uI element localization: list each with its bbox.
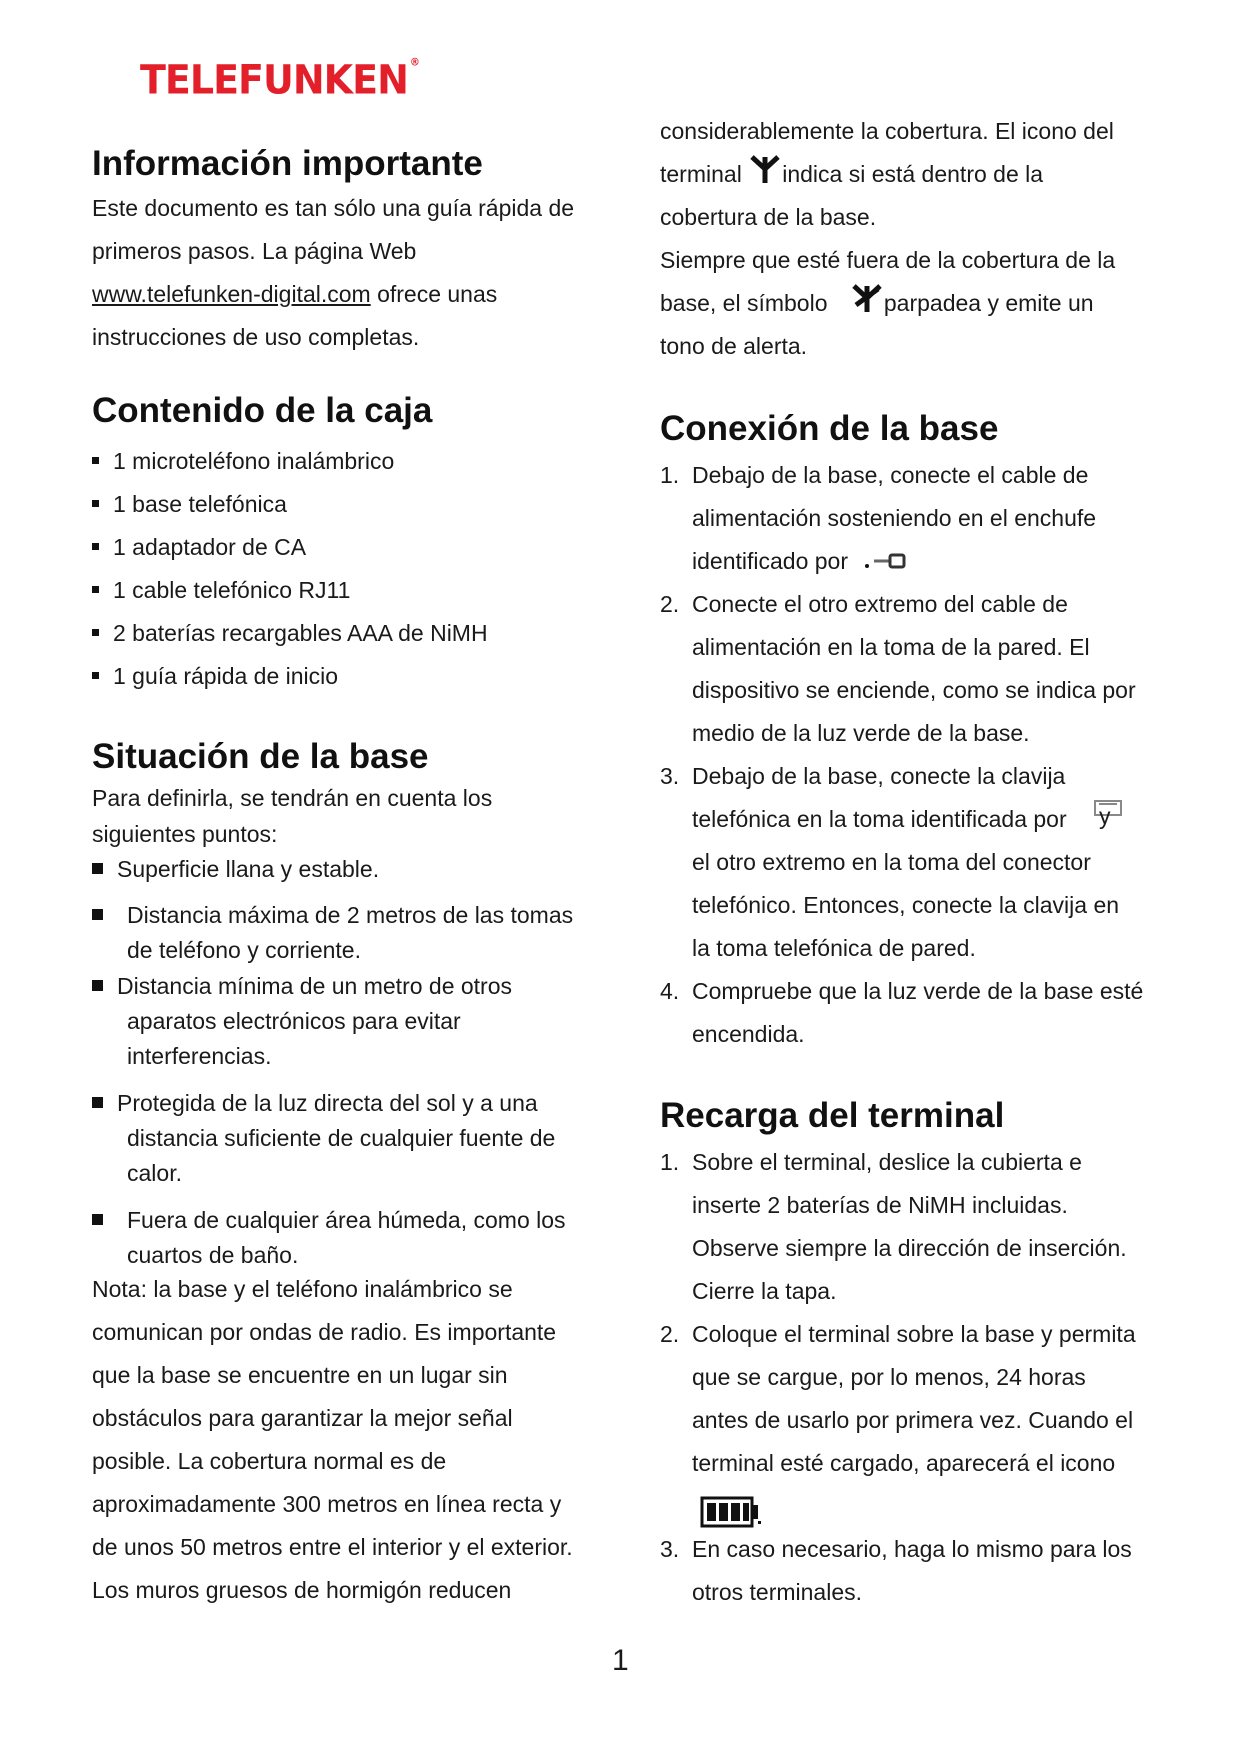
step-item: 4. Compruebe que la luz verde de la base esté	[660, 978, 1144, 1004]
step-line: telefónica en la toma identificada por y	[692, 798, 1125, 843]
info-line-2: primeros pasos. La página Web	[92, 238, 417, 264]
list-item-cont: interferencias.	[127, 1043, 272, 1069]
phone-jack-icon	[1091, 799, 1125, 843]
brand-logo: TELEFUNKEN ®	[140, 56, 419, 104]
step-line: Cierre la tapa.	[692, 1278, 837, 1304]
step-line: dispositivo se enciende, como se indica por	[692, 677, 1136, 703]
note-line: que la base se encuentre en un lugar sin	[92, 1362, 508, 1388]
note-line: de unos 50 metros entre el interior y el exterior.	[92, 1534, 573, 1560]
step-line: medio de la luz verde de la base.	[692, 720, 1030, 746]
contents-title: Contenido de la caja	[92, 391, 433, 430]
step-item: 2. Conecte el otro extremo del cable de	[660, 591, 1068, 617]
list-item: 2 baterías recargables AAA de NiMH	[92, 612, 488, 655]
list-item-cont: cuartos de baño.	[127, 1242, 299, 1268]
list-item: 1 cable telefónico RJ11	[92, 569, 350, 612]
step-line: antes de usarlo por primera vez. Cuando el	[692, 1407, 1134, 1433]
info-title: Información importante	[92, 144, 483, 183]
step-line: telefónico. Entonces, conecte la clavija en	[692, 892, 1120, 918]
step-line: alimentación en la toma de la pared. El	[692, 634, 1090, 660]
step-line: inserte 2 baterías de NiMH incluidas.	[692, 1192, 1068, 1218]
step-line: encendida.	[692, 1021, 805, 1047]
charging-title: Recarga del terminal	[660, 1096, 1005, 1135]
list-item: Fuera de cualquier área húmeda, como los	[92, 1202, 566, 1238]
step-line: terminal esté cargado, aparecerá el icono	[692, 1450, 1116, 1476]
power-plug-icon	[864, 541, 908, 584]
step-line: el otro extremo en la toma del conector	[692, 849, 1091, 875]
note-line: comunican por ondas de radio. Es importante	[92, 1319, 557, 1345]
step-item: 1. Sobre el terminal, deslice la cubierta e	[660, 1149, 1082, 1175]
note-line: Nota: la base y el teléfono inalámbrico se	[92, 1276, 513, 1302]
note-line: obstáculos para garantizar la mejor señal	[92, 1405, 513, 1431]
list-item: 1 base telefónica	[92, 483, 287, 526]
step-line: que se cargue, por lo menos, 24 horas	[692, 1364, 1086, 1390]
page-number: 1	[612, 1644, 629, 1677]
step-line: otros terminales.	[692, 1579, 863, 1605]
note-line: aproximadamente 300 metros en línea recta y	[92, 1491, 562, 1517]
info-line-1: Este documento es tan sólo una guía rápida de	[92, 195, 575, 221]
note-line: Los muros gruesos de hormigón reducen	[92, 1577, 512, 1603]
website-link[interactable]: www.telefunken-digital.com	[92, 281, 371, 307]
list-item-cont: aparatos electrónicos para evitar	[127, 1008, 461, 1034]
phone-jack-y: y	[1099, 802, 1111, 829]
location-intro-1: Para definirla, se tendrán en cuenta los	[92, 785, 493, 811]
step-item: 2. Coloque el terminal sobre la base y permita	[660, 1321, 1136, 1347]
list-item-cont: calor.	[127, 1160, 182, 1186]
list-item: 1 guía rápida de inicio	[92, 655, 338, 698]
info-line-4: instrucciones de uso completas.	[92, 324, 420, 350]
coverage-line-4: Siempre que esté fuera de la cobertura de la	[660, 247, 1116, 273]
coverage-line-5: base, el símbolo parpadea y emite un	[660, 282, 1094, 327]
info-line-3	[92, 273, 497, 316]
note-line: posible. La cobertura normal es de	[92, 1448, 447, 1474]
step-line: Observe siempre la dirección de inserción.	[692, 1235, 1127, 1261]
antenna-signal-icon	[748, 154, 782, 198]
list-item: 1 microteléfono inalámbrico	[92, 440, 394, 483]
info-link-suffix: ofrece unas	[370, 281, 498, 307]
list-item: Protegida de la luz directa del sol y a una	[92, 1085, 538, 1121]
step-line: alimentación sosteniendo en el enchufe	[692, 505, 1097, 531]
list-item: 1 adaptador de CA	[92, 526, 306, 569]
no-signal-antenna-icon	[850, 283, 884, 327]
list-item: Distancia mínima de un metro de otros	[92, 968, 512, 1004]
list-item: Superficie llana y estable.	[92, 851, 379, 887]
location-intro-2: siguientes puntos:	[92, 821, 278, 847]
step-item: 3. En caso necesario, haga lo mismo para los	[660, 1536, 1132, 1562]
step-item: 3. Debajo de la base, conecte la clavija	[660, 763, 1066, 789]
step-line: la toma telefónica de pared.	[692, 935, 976, 961]
coverage-line-6: tono de alerta.	[660, 333, 808, 359]
step-item: 1. Debajo de la base, conecte el cable de	[660, 462, 1089, 488]
list-item: Distancia máxima de 2 metros de las tomas	[92, 897, 573, 933]
step-line: identificado por	[692, 540, 908, 584]
coverage-line-3: cobertura de la base.	[660, 204, 877, 230]
list-item-cont: distancia suficiente de cualquier fuente de	[127, 1125, 556, 1151]
list-item-cont: de teléfono y corriente.	[127, 937, 361, 963]
coverage-line-1: considerablemente la cobertura. El icono del	[660, 118, 1114, 144]
location-title: Situación de la base	[92, 737, 429, 776]
connection-title: Conexión de la base	[660, 409, 999, 448]
coverage-line-2: terminal indica si está dentro de la	[660, 153, 1043, 198]
